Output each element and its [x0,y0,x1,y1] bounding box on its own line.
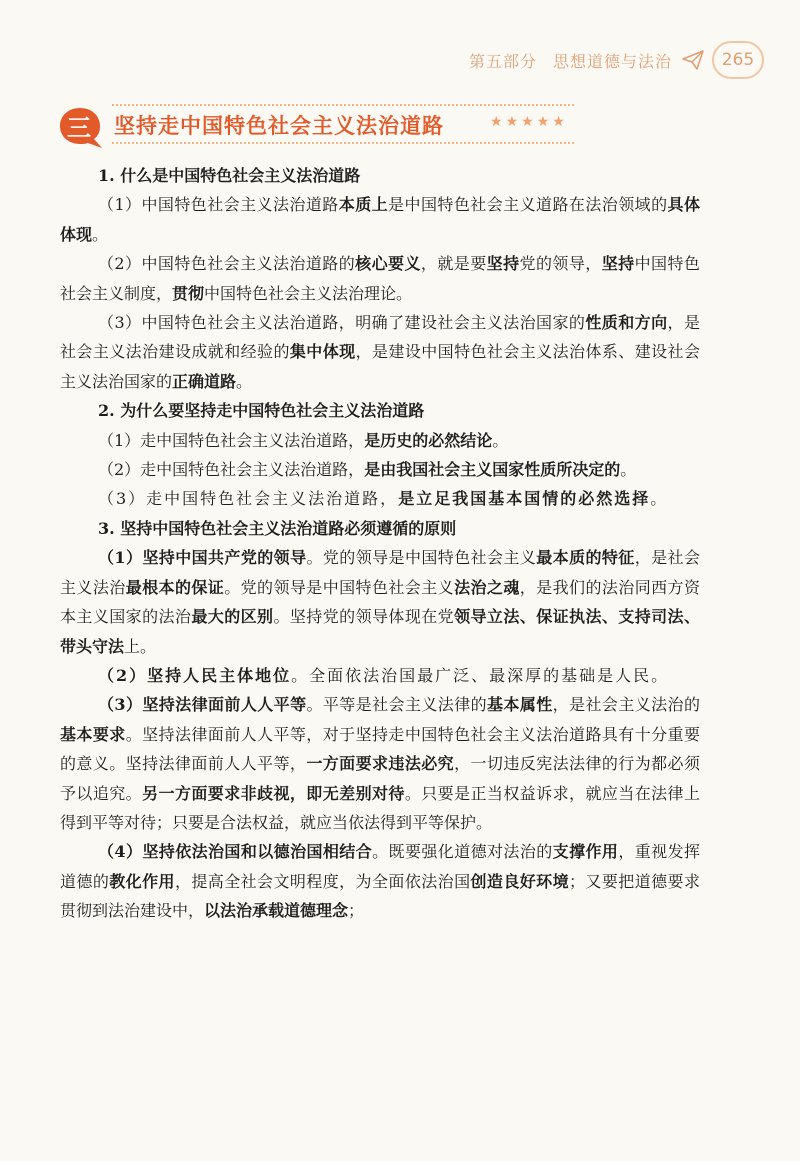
text: 。 [492,430,509,450]
text: 。平等是社会主义法律的 [306,695,488,715]
text: ；又要把道德要求贯彻到法治建设中， [60,871,700,921]
star-icon: ★ [490,114,503,130]
text: 。党的领导是中国特色社会主义 [306,548,537,568]
page-number: 265 [712,41,764,79]
bold-text: 性质和方向 [585,313,668,333]
text: 。坚持法律面前人人平等，对于坚持走中国特色社会主义法治道路具有十分重要的意义。坚持法律面前人人平等， [60,724,700,774]
bold-text: 基本要求 [60,724,126,744]
text: 中国特色社会主义法治理论。 [204,283,413,303]
text: 。 [620,460,637,480]
bold-text: 具体体现 [60,195,700,244]
bold-text: 最大的区别 [191,607,274,627]
text: ，是社会主义法治的 [552,695,700,715]
text: 。只要是正当权益诉求，就应当在法律上得到平等对待；只要是合法权益，就应当依法得到平等保护。 [60,783,700,832]
text: ，是建设中国特色社会主义法治体系、建设社会主义法治国家的 [60,342,700,391]
text: ； [348,901,365,921]
bold-text: 教化作用 [109,871,175,891]
title-divider-bottom [112,142,574,144]
paragraph [60,308,700,396]
header-title: 思想道德与法治 [552,51,672,71]
star-icon: ★ [536,114,550,130]
text: ，是社会主义法治建设成就和经验的 [60,313,700,362]
text: ，重视发挥道德的 [60,842,700,891]
text: ，就是要 [420,254,487,274]
text: 党的领导， [519,254,602,274]
heading-2: 2. 为什么要坚持走中国特色社会主义法治道路 [98,401,425,421]
title-divider-top [112,104,574,106]
bold-text: 以法治承载道德理念 [204,901,349,921]
text: （1）中国特色社会主义法治道路 [98,195,339,215]
text: 。 [650,489,669,509]
text: ，是社会主义法治 [60,548,700,597]
bold-text: 领导立法、保证执法、支持司法、带头守法 [60,607,700,656]
star-icon: ★ [552,114,565,130]
paper-plane-icon [682,50,704,70]
star-icon: ★ [521,114,534,130]
text: 。全面依法治国最广泛、最深厚的基础是人民。 [291,665,670,685]
bold-text: 最本质的特征 [536,548,635,568]
text: 是中国特色社会主义道路在法治领域的 [388,195,668,215]
text: （2）走中国特色社会主义法治道路， [98,460,365,480]
text: （1）走中国特色社会主义法治道路， [98,430,365,450]
text: ，一切违反宪法法律的行为都必须予以追究。 [60,754,700,803]
heading-1: 1. 什么是中国特色社会主义法治道路 [98,166,361,185]
bold-text: 基本属性 [487,695,553,715]
text: （3）走中国特色社会主义法治道路， [98,489,399,509]
section-badge-icon [58,106,104,150]
bold-text: 坚持 [601,254,635,274]
paragraph [60,190,700,249]
article-body [60,161,700,926]
bold-text: 坚持 [486,254,520,274]
page-header [469,40,764,80]
bold-text: 创造良好环境 [470,871,570,891]
text: 。坚持党的领导体现在党 [273,607,455,627]
text: 。党的领导是中国特色社会主义 [224,577,455,597]
bold-text: 法治之魂 [454,577,520,597]
bold-text: 正确道路 [172,371,237,391]
bold-text: 是历史的必然结论 [364,430,493,450]
text: 中国特色社会主义制度， [60,254,700,303]
paragraph [60,249,700,308]
paragraph [60,543,700,661]
header-part: 第五部分 [468,51,537,71]
text: 。 [92,224,109,244]
text: 。既要强化道德对法治的 [372,842,553,862]
bold-text: 是由我国社会主义国家性质所决定的 [364,460,621,480]
bold-text: 是立足我国基本国情的必然选择 [398,489,651,509]
text: （3）中国特色社会主义法治道路，明确了建设社会主义法治国家的 [98,313,586,333]
star-icon: ★ [505,114,519,130]
text: （2）中国特色社会主义法治道路的 [98,254,356,274]
text: 上。 [124,636,157,656]
paragraph [60,484,700,513]
bold-text: （3）坚持法律面前人人平等 [98,695,307,715]
bold-text: （1）坚持中国共产党的领导 [98,548,307,568]
bold-text: 集中体现 [289,342,356,362]
text: ，是我们的法治同西方资本主义国家的法治 [60,577,700,627]
section-title: 坚持走中国特色社会主义法治道路 [114,114,444,138]
paragraph [60,426,700,455]
paragraph [60,661,700,690]
text: ，提高全社会文明程度，为全面依法治国 [174,871,471,891]
bold-text: （4）坚持依法治国和以德治国相结合 [98,842,373,862]
section-badge-text: 三 [67,114,91,142]
bold-text: 贯彻 [172,283,205,303]
text: 。 [236,371,253,391]
bold-text: 最根本的保证 [125,577,225,597]
bold-text: 核心要义 [355,254,421,274]
bold-text: 另一方面要求非歧视，即无差别对待 [142,783,405,803]
paragraph [60,455,700,484]
paragraph [60,837,700,925]
bold-text: （2）坚持人民主体地位 [98,665,292,685]
difficulty-stars [490,114,565,130]
bold-text: 本质上 [338,195,389,215]
bold-text: 一方面要求违法必究 [306,754,455,774]
paragraph [60,690,700,837]
heading-3: 3. 坚持中国特色社会主义法治道路必须遵循的原则 [98,518,457,538]
bold-text: 支撑作用 [552,842,619,862]
